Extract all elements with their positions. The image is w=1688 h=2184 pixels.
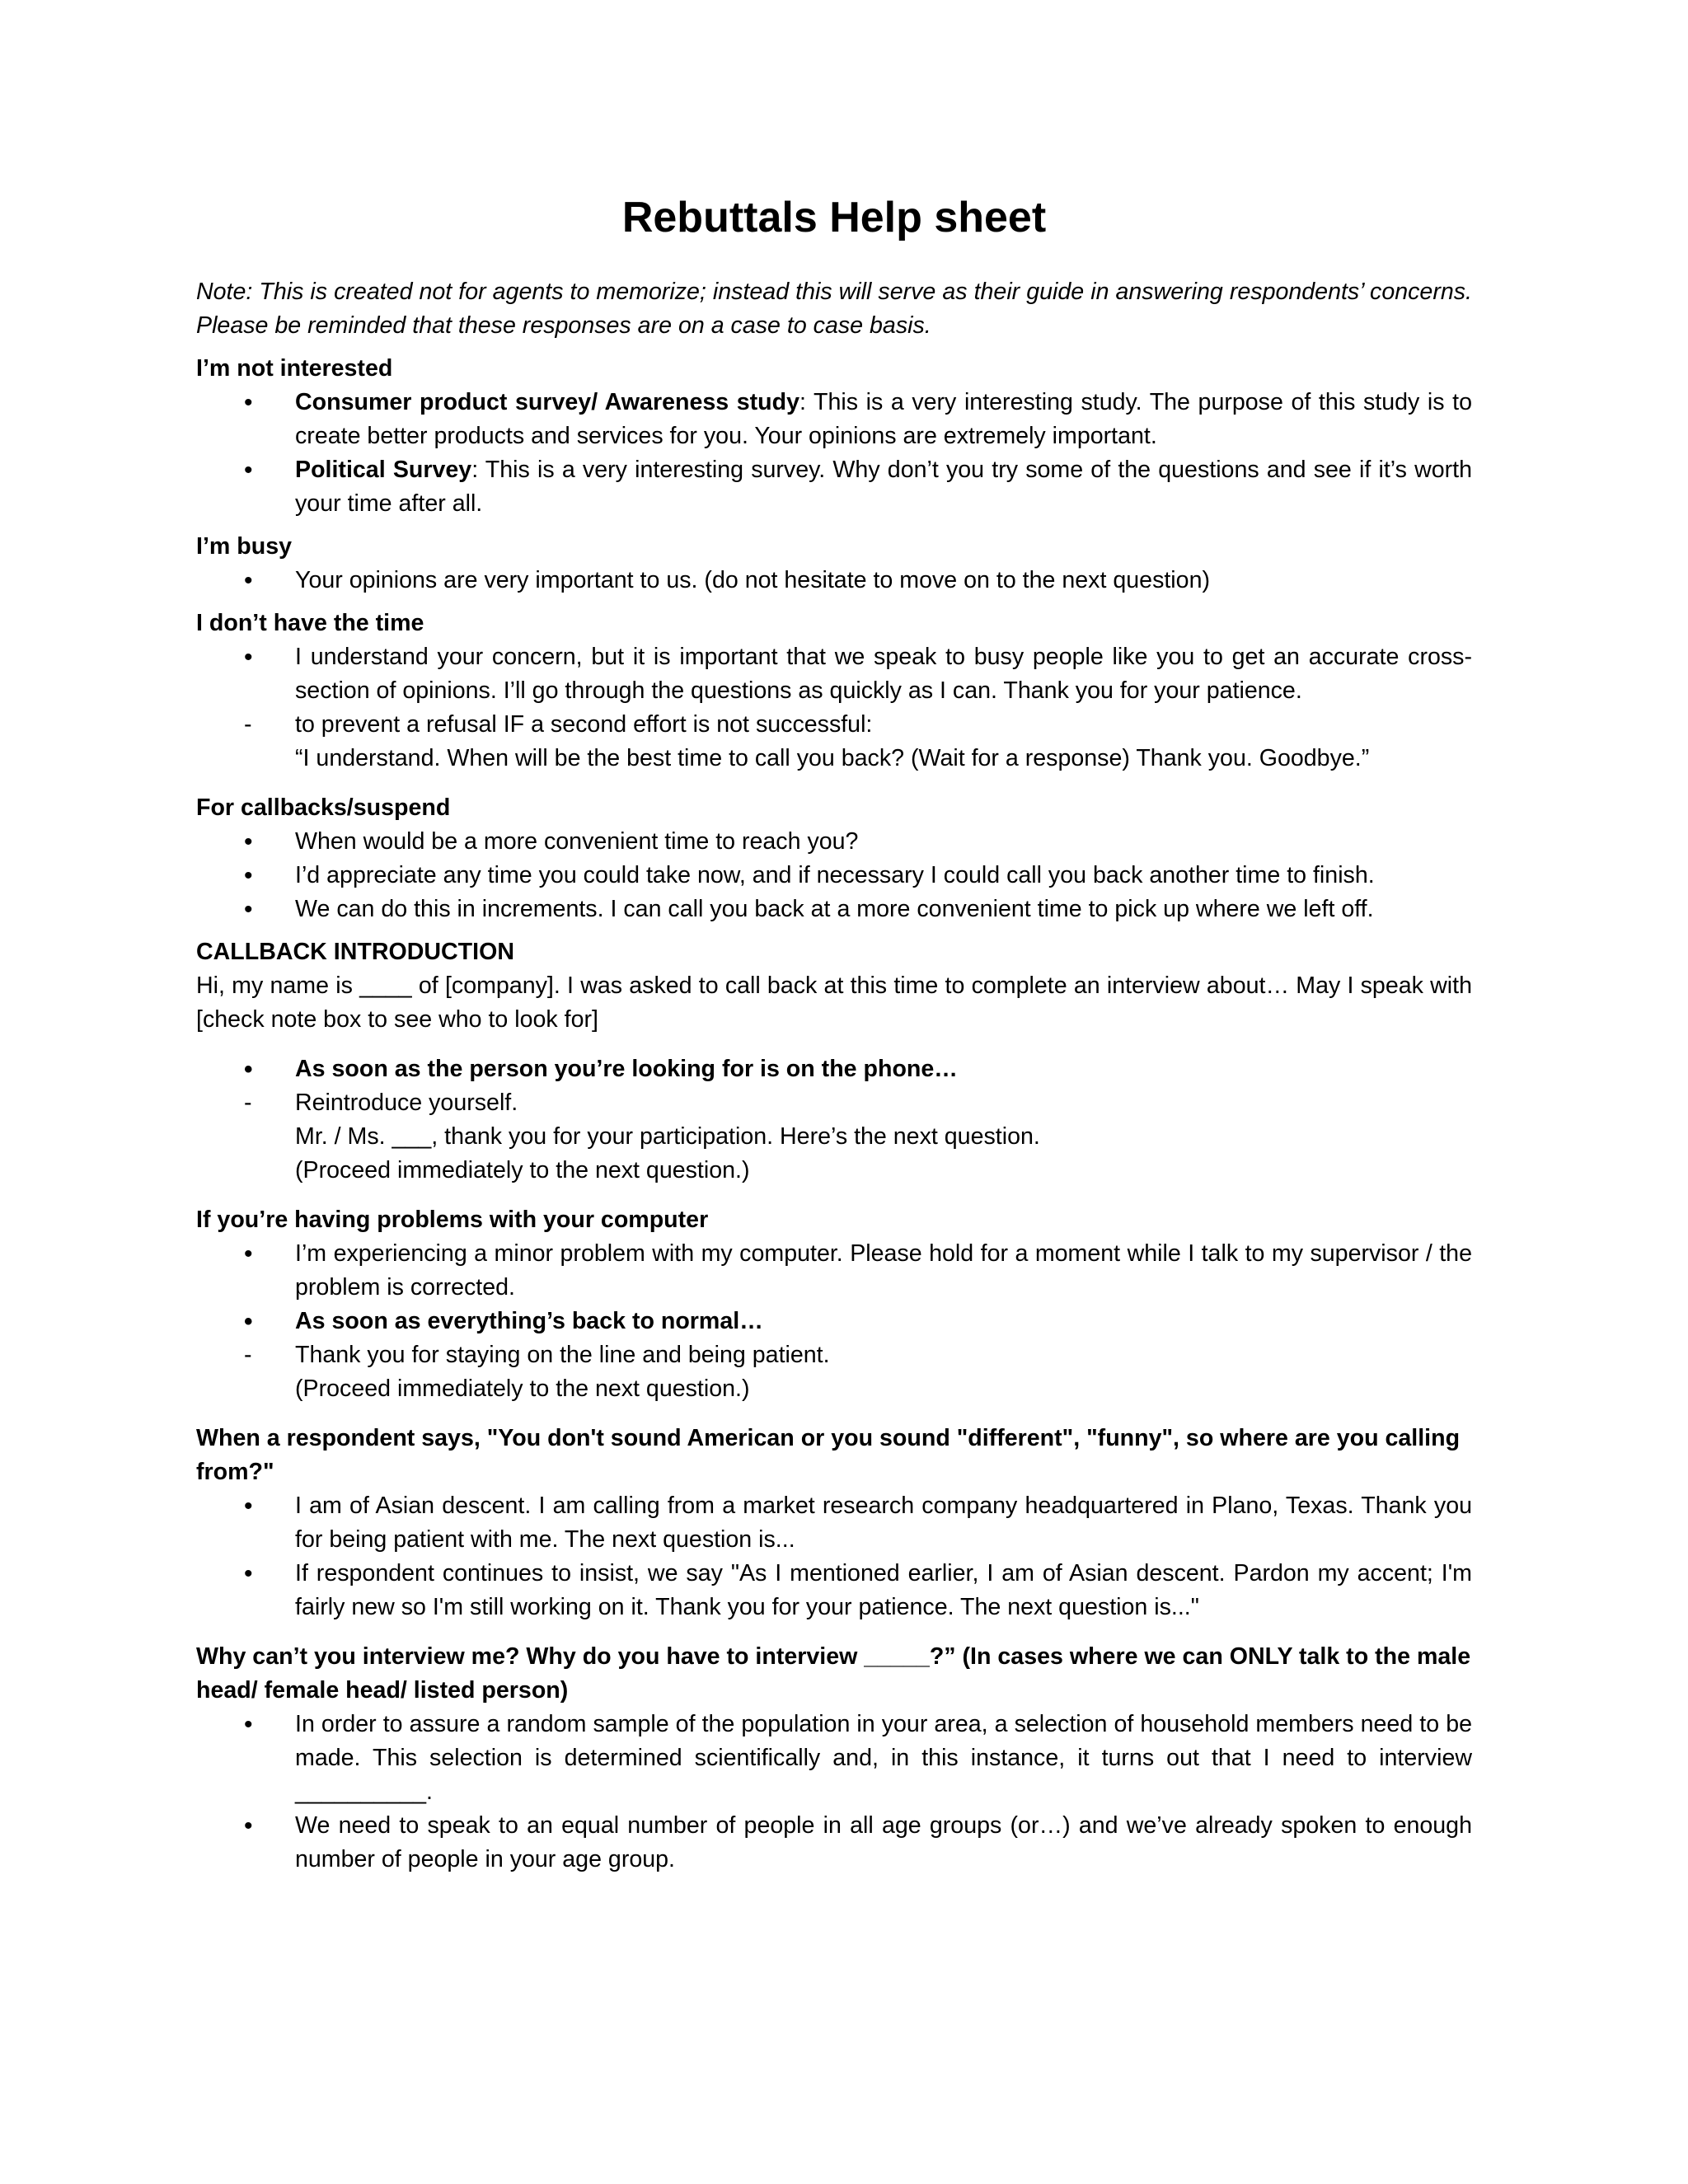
list-item: • As soon as everything’s back to normal…	[196, 1305, 1472, 1338]
item-text: : This is a very interesting study. The purpose of this study is to create better products and services for you. Your opinions are extremely important.	[295, 389, 1472, 449]
sub-item-text: to prevent a refusal IF a second effort is not successful:	[295, 711, 873, 738]
section-heading-why-not-me: Why can’t you interview me? Why do you have to interview _____?” (In cases where we can ONLY talk to the male head/ female head/ listed person)	[196, 1643, 1471, 1704]
sub-item-text: Thank you for staying on the line and being patient.	[295, 1342, 830, 1368]
american-list	[196, 1489, 1472, 1624]
not-interested-list	[196, 386, 1472, 521]
sub-item-text: (Proceed immediately to the next question.)	[295, 1376, 750, 1402]
callbacks-list	[196, 825, 1472, 926]
list-item: • We can do this in increments. I can call you back at a more convenient time to pick up where we left off.	[196, 893, 1472, 926]
item-text: : This is a very interesting survey. Why don’t you try some of the questions and see if it’s worth your time after all.	[295, 457, 1472, 517]
busy-list	[196, 564, 1472, 598]
why-not-me-list	[196, 1708, 1472, 1877]
section-heading-callback-intro: CALLBACK INTRODUCTION	[196, 939, 514, 965]
list-item: • I’m experiencing a minor problem with my computer. Please hold for a moment while I talk to my supervisor / the problem is corrected.	[196, 1237, 1472, 1305]
computer-list	[196, 1237, 1472, 1338]
sub-item-text: (Proceed immediately to the next question.)	[295, 1157, 750, 1183]
sub-item-text: Reintroduce yourself.	[295, 1090, 518, 1116]
sub-item	[196, 708, 1472, 742]
list-item: • As soon as the person you’re looking for is on the phone…	[196, 1052, 1472, 1086]
section-heading-no-time: I don’t have the time	[196, 610, 424, 636]
section-heading-not-interested: I’m not interested	[196, 355, 393, 382]
dash-marker: -	[244, 711, 252, 738]
callback-intro-list	[196, 1052, 1472, 1086]
item-label: Political Survey	[295, 457, 472, 483]
list-item: • Your opinions are very important to us. (do not hesitate to move on to the next question)	[196, 564, 1472, 598]
item-label: Consumer product survey/ Awareness study	[295, 389, 799, 415]
section-heading-busy: I’m busy	[196, 533, 292, 560]
sub-item	[196, 1086, 1472, 1120]
intro-note: Note: This is created not for agents to memorize; instead this will serve as their guide in answering respondents’ concerns. Please be reminded that these responses are on a case to case basis.	[196, 279, 1472, 339]
list-item: • I understand your concern, but it is important that we speak to busy people like you to get an accurate cross-section of opinions. I’ll go through the questions as quickly as I can. Thank you for your patience.	[196, 640, 1472, 708]
list-item: • I’d appreciate any time you could take now, and if necessary I could call you back another time to finish.	[196, 859, 1472, 893]
quote-line: “I understand. When will be the best time to call you back? (Wait for a response) Thank you. Goodbye.”	[295, 745, 1370, 771]
list-item	[196, 386, 1472, 453]
list-item: • If respondent continues to insist, we say "As I mentioned earlier, I am of Asian descent. Pardon my accent; I'm fairly new so I'm still working on it. Thank you for your patience. The next question is..."	[196, 1557, 1472, 1624]
dash-marker: -	[244, 1090, 252, 1116]
list-item: • In order to assure a random sample of the population in your area, a selection of household members need to be made. This selection is determined scientifically and, in this instance, it turns out that I need to interview __________.	[196, 1708, 1472, 1809]
page-title: Rebuttals Help sheet	[621, 194, 1047, 241]
section-heading-american: When a respondent says, "You don't sound American or you sound "different", "funny", so where are you calling from?"	[196, 1425, 1461, 1485]
section-heading-computer: If you’re having problems with your computer	[196, 1207, 709, 1233]
sub-item-text: Mr. / Ms. ___, thank you for your participation. Here’s the next question.	[295, 1123, 1040, 1150]
dash-marker: -	[244, 1342, 252, 1368]
list-item: • When would be a more convenient time to reach you?	[196, 825, 1472, 859]
sub-item	[196, 1338, 1472, 1372]
list-item: • I am of Asian descent. I am calling from a market research company headquartered in Plano, Texas. Thank you for being patient with me. The next question is...	[196, 1489, 1472, 1557]
list-item: • We need to speak to an equal number of people in all age groups (or…) and we’ve already spoken to enough number of people in your age group.	[196, 1809, 1472, 1877]
document-page	[196, 191, 1472, 1877]
list-item	[196, 453, 1472, 521]
section-heading-callbacks: For callbacks/suspend	[196, 794, 451, 821]
callback-intro-paragraph: Hi, my name is ____ of [company]. I was asked to call back at this time to complete an interview about… May I speak with [check note box to see who to look for]	[196, 972, 1472, 1033]
no-time-list	[196, 640, 1472, 708]
